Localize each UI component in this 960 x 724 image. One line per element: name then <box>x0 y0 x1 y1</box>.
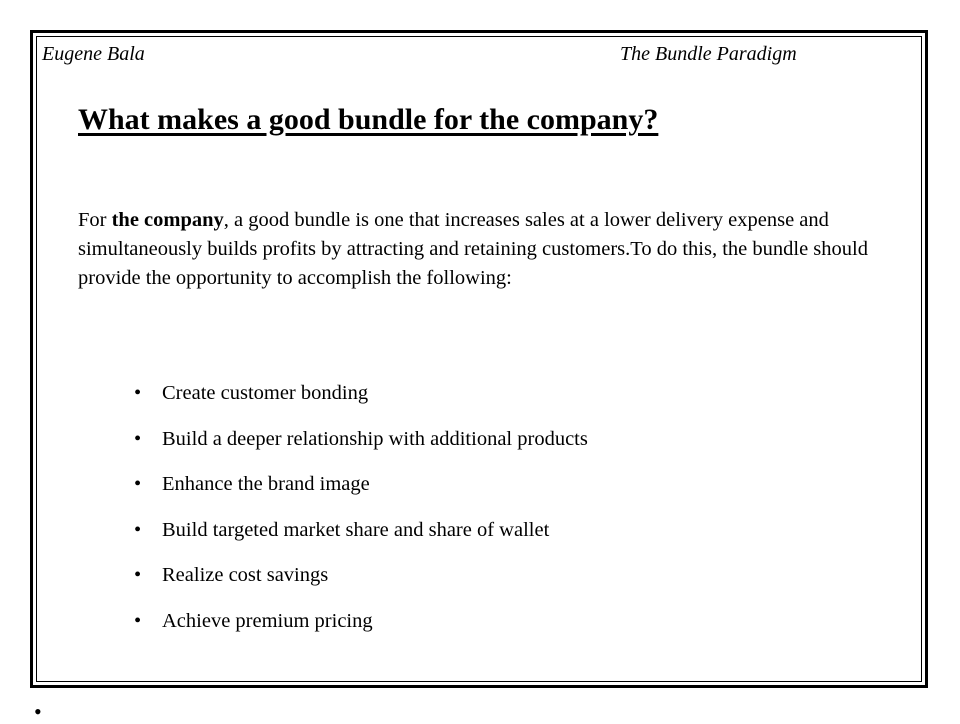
list-item <box>134 469 588 515</box>
list-item <box>134 424 588 470</box>
bullet-text: Create customer bonding <box>162 382 369 404</box>
list-item <box>134 560 588 606</box>
bullet-text: Realize cost savings <box>162 564 329 586</box>
bullet-text: Build a deeper relationship with additional products <box>162 427 588 450</box>
bullet-list <box>134 378 588 651</box>
list-item <box>134 606 588 652</box>
bullet-text: Build targeted market share and share of wallet <box>162 518 550 541</box>
list-item <box>134 378 588 424</box>
bullet-dot: • <box>134 609 142 632</box>
header-doc-title: The Bundle Paradigm <box>620 43 797 65</box>
bullet-dot: • <box>134 427 142 450</box>
slide-title <box>44 100 658 140</box>
paragraph-prefix: For <box>78 209 112 231</box>
header-author: Eugene Bala <box>42 43 145 65</box>
bullet-dot: • <box>134 382 142 404</box>
stray-bullet: • <box>34 699 42 724</box>
bullet-text: Achieve premium pricing <box>162 609 373 632</box>
paragraph-suffix: , a good bundle is one that increases sales at a lower delivery expense and simultaneously builds profits by attracting and retaining customers.To do this, the bundle should provide the opportunity to accomplish the following: <box>78 209 868 289</box>
slide-title-text: What makes a good bundle for the company? <box>78 103 659 136</box>
bullet-dot: • <box>134 473 142 495</box>
intro-paragraph <box>78 206 924 293</box>
bullet-text: Enhance the brand image <box>162 473 370 495</box>
paragraph-emphasis: the company <box>111 209 224 231</box>
list-item <box>134 515 588 561</box>
bullet-dot: • <box>134 564 142 586</box>
bullet-dot: • <box>134 518 142 541</box>
